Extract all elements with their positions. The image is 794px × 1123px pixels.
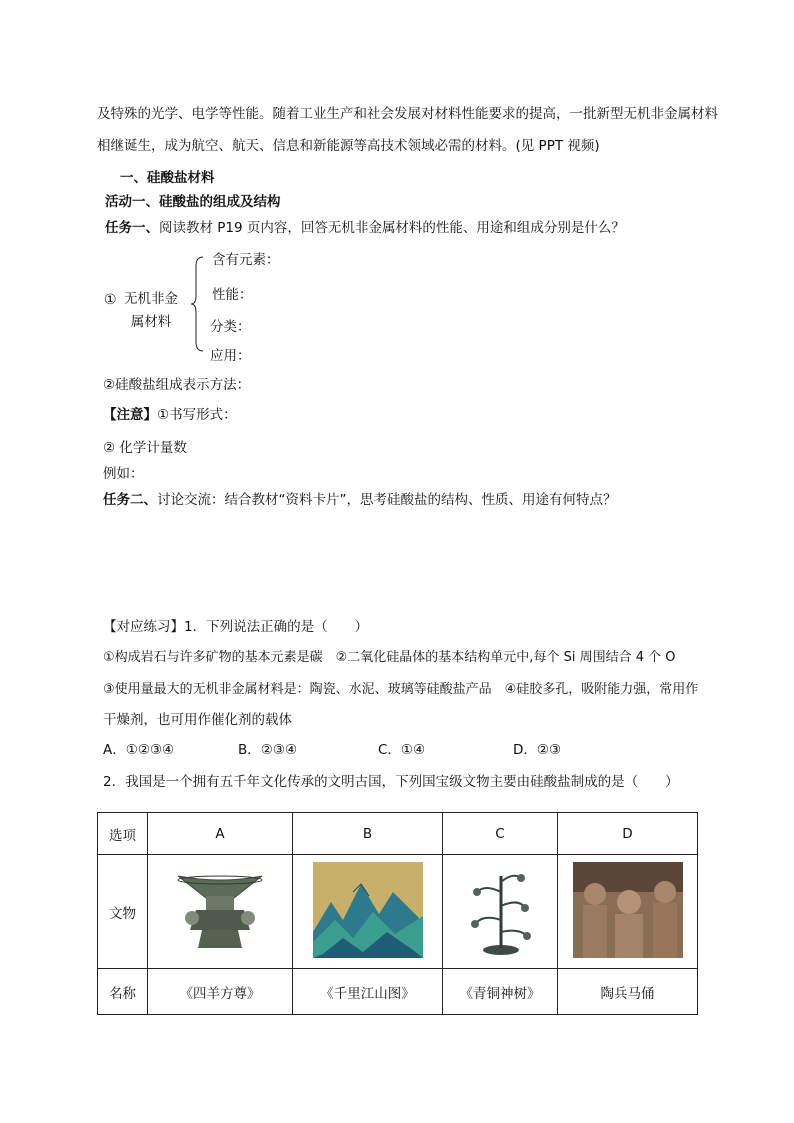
item1-title-line1: 无机非金: [124, 291, 178, 307]
task2-label: 任务二、: [103, 492, 157, 508]
note-1: ①书写形式：: [157, 407, 237, 423]
task1-text: 阅读教材 P19 页内容，回答无机非金属材料的性能、用途和组成分别是什么？: [159, 220, 625, 236]
q1-statement-line2: ③使用量最大的无机非金属材料是：陶瓷、水泥、玻璃等硅酸盐产品 ④硅胶多孔，吸附能力强，常用作: [103, 682, 699, 697]
task1-label: 任务一、: [105, 220, 159, 236]
branch-applications: 应用：: [210, 348, 251, 364]
question-2: 2．我国是一个拥有五千年文化传承的文明古国，下列国宝级文物主要由硅酸盐制成的是（ ）: [103, 774, 679, 790]
branch-elements: 含有元素：: [212, 252, 280, 268]
activity-heading: 活动一、硅酸盐的组成及结构: [105, 194, 281, 210]
table-row-names: [98, 969, 698, 1015]
question-1: 【对应练习】1．下列说法正确的是（ ）: [103, 619, 369, 635]
option-c: C: [443, 813, 558, 855]
task2-text: 讨论交流：结合教材“资料卡片”，思考硅酸盐的结构、性质、用途有何特点？: [157, 492, 617, 508]
name-c: 《青铜神树》: [443, 969, 558, 1015]
q1-statement-line1: ①构成岩石与许多矿物的基本元素是碳 ②二氧化硅晶体的基本结构单元中,每个 Si 周围结合 4 个 O: [103, 650, 676, 665]
option-d: D: [558, 813, 698, 855]
intro-line-2: 相继诞生，成为航空、航天、信息和新能源等高技术领域必需的材料。(见 PPT 视频): [97, 138, 600, 154]
brace-icon: [190, 256, 204, 352]
q1-option-b: B．②③④: [238, 742, 298, 758]
task1: [105, 216, 625, 236]
intro-line-1: 及特殊的光学、电学等性能。随着工业生产和社会发展对材料性能要求的提高，一批新型无机非金属材料: [97, 106, 718, 122]
note-2: ② 化学计量数: [103, 440, 187, 456]
note-label: 【注意】: [103, 407, 157, 423]
q1-option-a: A．①②③④: [103, 742, 175, 758]
item2: ②硅酸盐组成表示方法：: [103, 377, 251, 393]
row-header-relic: 文物: [98, 855, 148, 969]
section-heading: 一、硅酸盐材料: [120, 170, 215, 186]
note: [103, 403, 237, 423]
name-d: 陶兵马俑: [558, 969, 698, 1015]
option-a: A: [148, 813, 293, 855]
table-row-options: [98, 813, 698, 855]
q1-option-d: D．②③: [513, 742, 562, 758]
row-header-name: 名称: [98, 969, 148, 1015]
task2: [103, 488, 617, 508]
bronze-tree-image: [465, 862, 535, 958]
q1-statement-line3: 干燥剂，也可用作催化剂的载体: [103, 712, 292, 728]
q1-option-c: C．①④: [378, 742, 426, 758]
option-b: B: [293, 813, 443, 855]
name-b: 《千里江山图》: [293, 969, 443, 1015]
relic-table: [97, 812, 698, 1015]
item1-title: [124, 287, 178, 330]
name-a: 《四羊方尊》: [148, 969, 293, 1015]
landscape-painting-image: [313, 862, 423, 958]
bronze-zun-vessel-image: [172, 868, 268, 952]
example: 例如：: [103, 466, 144, 482]
branch-properties: 性能：: [212, 287, 253, 303]
table-row-relics: [98, 855, 698, 969]
item1-title-line2: 属材料: [130, 314, 172, 330]
item1-number: ①: [104, 292, 117, 308]
branch-categories: 分类：: [210, 319, 251, 335]
terracotta-warriors-image: [573, 862, 683, 958]
row-header-option: 选项: [98, 813, 148, 855]
